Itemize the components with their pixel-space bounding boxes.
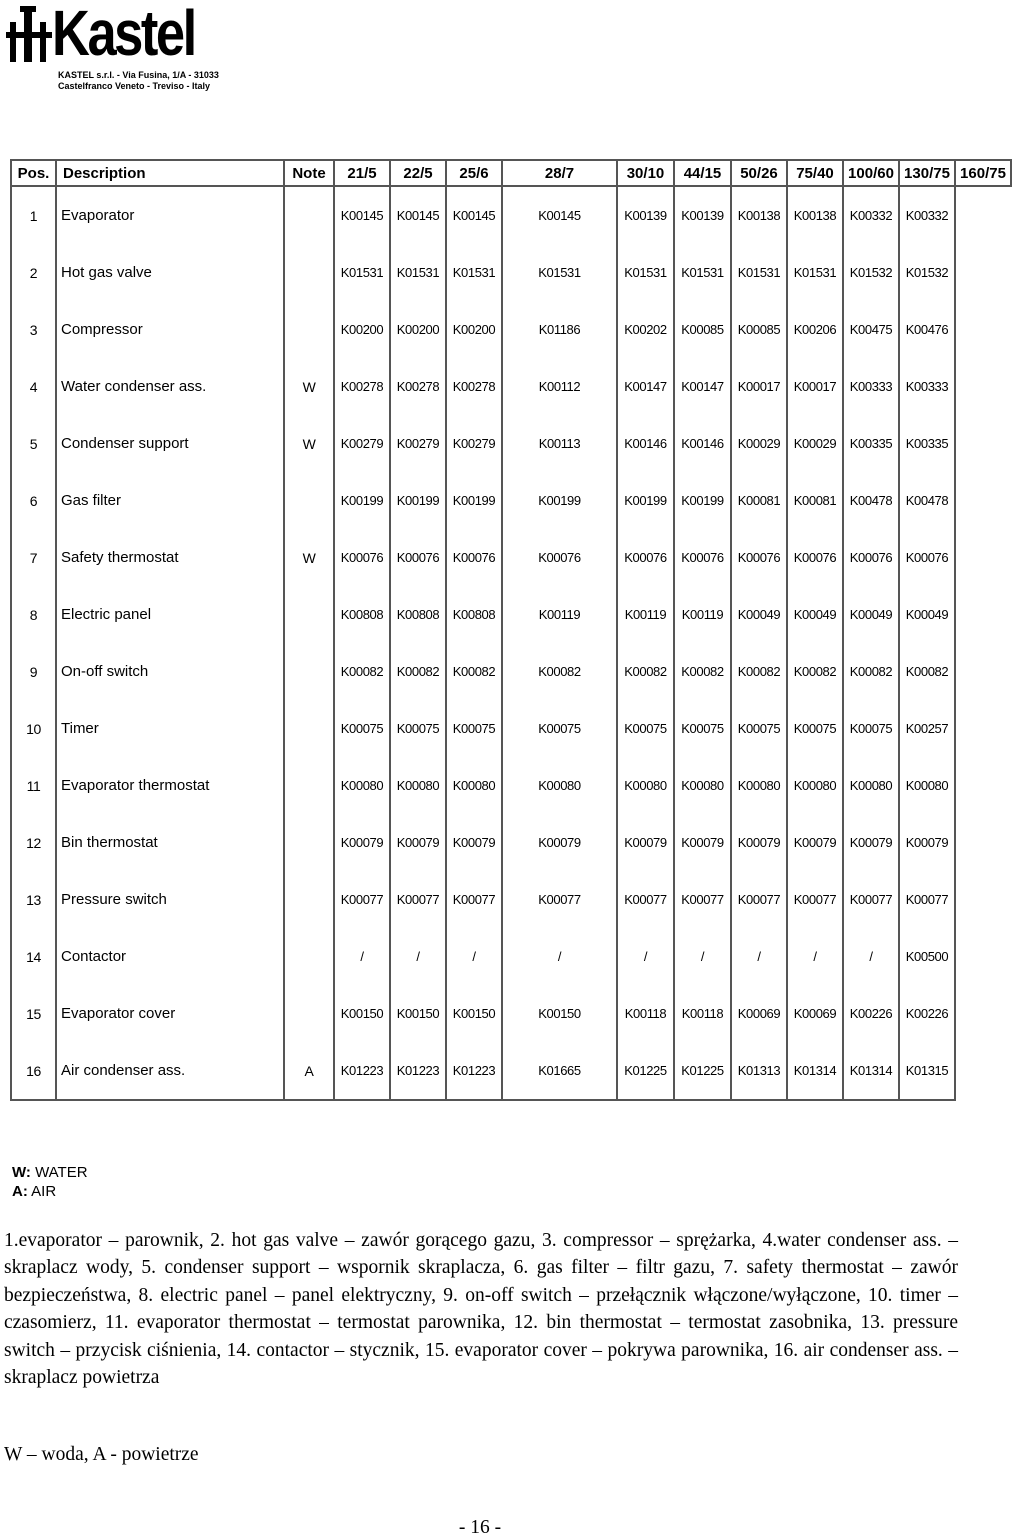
row-position: 16 (11, 1042, 56, 1100)
part-code-cell: K00029 (731, 415, 787, 472)
part-code-cell: K00119 (502, 586, 617, 643)
part-code-cell: / (617, 928, 674, 985)
part-code-cell: K00080 (502, 757, 617, 814)
part-code-cell: K00138 (787, 186, 843, 244)
column-header: Note (284, 160, 334, 186)
row-note (284, 700, 334, 757)
table-row (11, 415, 1011, 472)
part-code-cell: K00080 (731, 757, 787, 814)
row-position: 8 (11, 586, 56, 643)
part-code-cell: K00076 (446, 529, 502, 586)
part-code-cell: K01223 (446, 1042, 502, 1100)
row-description: Air condenser ass. (56, 1042, 284, 1100)
address-line-2: Castelfranco Veneto - Treviso - Italy (58, 81, 211, 91)
part-code-cell: K00199 (446, 472, 502, 529)
part-code-cell: K00082 (390, 643, 446, 700)
part-code-cell: K00200 (334, 301, 390, 358)
table-row (11, 529, 1011, 586)
part-code-cell: K00332 (899, 186, 955, 244)
part-code-cell: K00278 (390, 358, 446, 415)
part-code-cell: K00138 (731, 186, 787, 244)
table-row (11, 1042, 1011, 1100)
part-code-cell: / (446, 928, 502, 985)
note-line: W – woda, A - powietrze (4, 1444, 199, 1465)
part-code-cell: K00335 (899, 415, 955, 472)
table-row (11, 814, 1011, 871)
part-code-cell: / (334, 928, 390, 985)
part-code-cell: K01665 (502, 1042, 617, 1100)
part-code-cell: K00079 (899, 814, 955, 871)
row-position: 1 (11, 186, 56, 244)
row-position: 4 (11, 358, 56, 415)
row-position: 12 (11, 814, 56, 871)
part-code-cell: K00076 (674, 529, 731, 586)
row-position: 2 (11, 244, 56, 301)
row-position: 15 (11, 985, 56, 1042)
kastel-logo-icon (6, 4, 54, 64)
row-note (284, 928, 334, 985)
legend-water (12, 1163, 88, 1182)
part-code-cell: K00202 (617, 301, 674, 358)
row-note (284, 586, 334, 643)
legend-water-value: WATER (35, 1164, 88, 1181)
part-code-cell: K00278 (446, 358, 502, 415)
part-code-cell: K00145 (502, 186, 617, 244)
part-code-cell: K00085 (674, 301, 731, 358)
part-code-cell: K00145 (446, 186, 502, 244)
part-code-cell: K01313 (731, 1042, 787, 1100)
part-code-cell: K00279 (446, 415, 502, 472)
part-code-cell: K00085 (731, 301, 787, 358)
part-code-cell: K00080 (674, 757, 731, 814)
part-code-cell: K01225 (674, 1042, 731, 1100)
part-code-cell: K00017 (787, 358, 843, 415)
part-code-cell: K00145 (390, 186, 446, 244)
part-code-cell: K00150 (446, 985, 502, 1042)
part-code-cell: K00082 (731, 643, 787, 700)
part-code-cell: K00199 (390, 472, 446, 529)
part-code-cell: K00082 (674, 643, 731, 700)
part-code-cell: K00049 (843, 586, 899, 643)
part-code-cell: K00075 (674, 700, 731, 757)
part-code-cell: K01315 (899, 1042, 955, 1100)
part-code-cell: K01223 (334, 1042, 390, 1100)
part-code-cell: K00069 (787, 985, 843, 1042)
part-code-cell: K00200 (390, 301, 446, 358)
legend-air (12, 1182, 88, 1201)
part-code-cell: K00080 (334, 757, 390, 814)
part-code-cell: K01531 (502, 244, 617, 301)
part-code-cell: K00199 (502, 472, 617, 529)
part-code-cell: K00079 (787, 814, 843, 871)
part-code-cell: K00146 (617, 415, 674, 472)
part-code-cell: K00150 (390, 985, 446, 1042)
table-row (11, 928, 1011, 985)
row-note: W (284, 529, 334, 586)
legend-air-key: A: (12, 1183, 28, 1200)
part-code-cell: K00139 (674, 186, 731, 244)
table-row (11, 244, 1011, 301)
part-code-cell: K00118 (617, 985, 674, 1042)
part-code-cell: K00077 (334, 871, 390, 928)
part-code-cell: K01225 (617, 1042, 674, 1100)
part-code-cell: K00478 (843, 472, 899, 529)
part-code-cell: K00079 (334, 814, 390, 871)
part-code-cell: K00079 (446, 814, 502, 871)
part-code-cell: K00199 (617, 472, 674, 529)
row-description: Evaporator cover (56, 985, 284, 1042)
row-description: Gas filter (56, 472, 284, 529)
part-code-cell: K00079 (843, 814, 899, 871)
logo-wordmark: Kastel (52, 0, 195, 69)
part-code-cell: K00279 (390, 415, 446, 472)
part-code-cell: K00139 (617, 186, 674, 244)
row-description: Bin thermostat (56, 814, 284, 871)
part-code-cell: K00257 (899, 700, 955, 757)
row-note (284, 985, 334, 1042)
kastel-logo (6, 2, 246, 97)
part-code-cell: K00080 (390, 757, 446, 814)
part-code-cell: K00147 (617, 358, 674, 415)
row-description: Contactor (56, 928, 284, 985)
part-code-cell: K00199 (334, 472, 390, 529)
row-note (284, 301, 334, 358)
row-description: Electric panel (56, 586, 284, 643)
table-row (11, 358, 1011, 415)
part-code-cell: K00075 (334, 700, 390, 757)
part-code-cell: K00500 (899, 928, 955, 985)
table-row (11, 871, 1011, 928)
part-code-cell: K00808 (390, 586, 446, 643)
legend-water-key: W: (12, 1164, 31, 1181)
part-code-cell: K00077 (787, 871, 843, 928)
part-code-cell: K00279 (334, 415, 390, 472)
part-code-cell: K00080 (843, 757, 899, 814)
part-code-cell: K00077 (617, 871, 674, 928)
column-header: 30/10 (617, 160, 674, 186)
part-code-cell: K01531 (390, 244, 446, 301)
row-description: Pressure switch (56, 871, 284, 928)
part-code-cell: K00082 (843, 643, 899, 700)
row-position: 5 (11, 415, 56, 472)
column-header: 21/5 (334, 160, 390, 186)
translation-paragraph: 1.evaporator – parownik, 2. hot gas valve – zawór gorącego gazu, 3. compressor – sprężarka, 4.water condenser ass. – skraplacz wody, 5. condenser support – wspornik skraplacza, 6. gas filter – filtr gazu, 7. safety thermostat – zawór bezpieczeństwa, 8. electric panel – panel elektryczny, 9. on-off switch – przełącznik włączone/wyłączone, 10. timer – czasomierz, 11. evaporator thermostat – termostat parownika, 12. bin thermostat – termostat zasobnika, 13. pressure switch – przycisk ciśnienia, 14. contactor – stycznik, 15. evaporator cover – pokrywa parownika, 16. air condenser ass. – skraplacz powietrza (4, 1230, 958, 1389)
part-code-cell: K01531 (446, 244, 502, 301)
part-code-cell: K01314 (843, 1042, 899, 1100)
row-position: 9 (11, 643, 56, 700)
part-code-cell: K00226 (843, 985, 899, 1042)
part-code-cell: K00808 (334, 586, 390, 643)
legend (12, 1163, 88, 1201)
legend-air-value: AIR (31, 1183, 57, 1200)
row-position: 13 (11, 871, 56, 928)
column-header: 28/7 (502, 160, 617, 186)
part-code-cell: K00075 (731, 700, 787, 757)
part-code-cell: K00079 (731, 814, 787, 871)
part-code-cell: K00075 (787, 700, 843, 757)
row-description: Hot gas valve (56, 244, 284, 301)
row-position: 7 (11, 529, 56, 586)
part-code-cell: K00081 (731, 472, 787, 529)
part-code-cell: K00075 (390, 700, 446, 757)
table-row (11, 757, 1011, 814)
row-note: W (284, 415, 334, 472)
part-code-cell: K00079 (502, 814, 617, 871)
part-code-cell: K00119 (617, 586, 674, 643)
part-code-cell: K00478 (899, 472, 955, 529)
column-header: 100/60 (843, 160, 899, 186)
part-code-cell: / (390, 928, 446, 985)
table-row (11, 586, 1011, 643)
part-code-cell: K00075 (502, 700, 617, 757)
part-code-cell: K00147 (674, 358, 731, 415)
part-code-cell: K00082 (787, 643, 843, 700)
column-header: 44/15 (674, 160, 731, 186)
part-code-cell: K01532 (843, 244, 899, 301)
part-code-cell: K00333 (899, 358, 955, 415)
table-row (11, 186, 1011, 244)
row-note (284, 244, 334, 301)
part-code-cell: K00049 (787, 586, 843, 643)
part-code-cell: K00049 (899, 586, 955, 643)
part-code-cell: K00076 (787, 529, 843, 586)
part-code-cell: K00112 (502, 358, 617, 415)
row-note (284, 757, 334, 814)
part-code-cell: K00113 (502, 415, 617, 472)
part-code-cell: K00017 (731, 358, 787, 415)
row-description: Evaporator (56, 186, 284, 244)
part-code-cell: K00335 (843, 415, 899, 472)
row-position: 6 (11, 472, 56, 529)
page-number: - 16 - (458, 1517, 502, 1538)
part-code-cell: K00076 (502, 529, 617, 586)
row-description: Water condenser ass. (56, 358, 284, 415)
part-code-cell: K00075 (843, 700, 899, 757)
part-code-cell: K00475 (843, 301, 899, 358)
part-code-cell: K00076 (731, 529, 787, 586)
row-position: 10 (11, 700, 56, 757)
part-code-cell: K00029 (787, 415, 843, 472)
part-code-cell: K00075 (617, 700, 674, 757)
table-row (11, 700, 1011, 757)
part-code-cell: K00079 (674, 814, 731, 871)
part-code-cell: K00077 (899, 871, 955, 928)
part-code-cell: K00080 (787, 757, 843, 814)
part-code-cell: K00146 (674, 415, 731, 472)
part-code-cell: K00080 (446, 757, 502, 814)
row-description: Timer (56, 700, 284, 757)
row-description: Safety thermostat (56, 529, 284, 586)
part-code-cell: K00082 (899, 643, 955, 700)
part-code-cell: K00077 (674, 871, 731, 928)
part-code-cell: / (674, 928, 731, 985)
part-code-cell: K00476 (899, 301, 955, 358)
part-code-cell: K00077 (446, 871, 502, 928)
row-position: 3 (11, 301, 56, 358)
row-position: 14 (11, 928, 56, 985)
row-position: 11 (11, 757, 56, 814)
part-code-cell: K01531 (617, 244, 674, 301)
part-code-cell: K01531 (674, 244, 731, 301)
part-code-cell: K01186 (502, 301, 617, 358)
part-code-cell: / (731, 928, 787, 985)
column-header: Pos. (11, 160, 56, 186)
part-code-cell: K00076 (899, 529, 955, 586)
part-code-cell: K00076 (617, 529, 674, 586)
row-note: W (284, 358, 334, 415)
part-code-cell: K00077 (390, 871, 446, 928)
part-code-cell: K00049 (731, 586, 787, 643)
part-code-cell: K01314 (787, 1042, 843, 1100)
row-description: Condenser support (56, 415, 284, 472)
part-code-cell: K01531 (731, 244, 787, 301)
part-code-cell: / (843, 928, 899, 985)
row-note: A (284, 1042, 334, 1100)
part-code-cell: K00079 (617, 814, 674, 871)
part-code-cell: K00080 (899, 757, 955, 814)
column-header: 25/6 (446, 160, 502, 186)
part-code-cell: K00077 (502, 871, 617, 928)
address-line-1: KASTEL s.r.l. - Via Fusina, 1/A - 31033 (58, 70, 219, 80)
part-code-cell: K00145 (334, 186, 390, 244)
part-code-cell: K00278 (334, 358, 390, 415)
table-header-row (11, 160, 1011, 186)
row-note (284, 814, 334, 871)
column-header: 130/75 (899, 160, 955, 186)
column-header: 160/75 (955, 160, 1011, 186)
part-code-cell: K00332 (843, 186, 899, 244)
part-code-cell: K00082 (334, 643, 390, 700)
part-code-cell: K00333 (843, 358, 899, 415)
part-code-cell: K01532 (899, 244, 955, 301)
part-code-cell: K00200 (446, 301, 502, 358)
row-description: On-off switch (56, 643, 284, 700)
table-row (11, 643, 1011, 700)
part-code-cell: K00077 (731, 871, 787, 928)
part-code-cell: K01223 (390, 1042, 446, 1100)
spare-parts-table (10, 159, 1012, 1101)
table-row (11, 472, 1011, 529)
part-code-cell: K00069 (731, 985, 787, 1042)
part-code-cell: / (787, 928, 843, 985)
row-description: Evaporator thermostat (56, 757, 284, 814)
part-code-cell: K00206 (787, 301, 843, 358)
part-code-cell: K00079 (390, 814, 446, 871)
part-code-cell: K00150 (334, 985, 390, 1042)
part-code-cell: K00077 (843, 871, 899, 928)
column-header: 50/26 (731, 160, 787, 186)
row-note (284, 472, 334, 529)
company-address (58, 70, 219, 92)
column-header: 75/40 (787, 160, 843, 186)
table-row (11, 301, 1011, 358)
part-code-cell: K00082 (617, 643, 674, 700)
part-code-cell: K00226 (899, 985, 955, 1042)
part-code-cell: K00081 (787, 472, 843, 529)
part-code-cell: K00150 (502, 985, 617, 1042)
part-code-cell: K01531 (787, 244, 843, 301)
part-code-cell: / (502, 928, 617, 985)
part-code-cell: K00082 (446, 643, 502, 700)
row-note (284, 643, 334, 700)
part-code-cell: K00076 (390, 529, 446, 586)
part-code-cell: K00076 (843, 529, 899, 586)
table-row (11, 985, 1011, 1042)
column-header: Description (56, 160, 284, 186)
part-code-cell: K00119 (674, 586, 731, 643)
part-code-cell: K00075 (446, 700, 502, 757)
part-code-cell: K00808 (446, 586, 502, 643)
part-code-cell: K00199 (674, 472, 731, 529)
part-code-cell: K00082 (502, 643, 617, 700)
part-code-cell: K00080 (617, 757, 674, 814)
row-note (284, 186, 334, 244)
row-description: Compressor (56, 301, 284, 358)
part-code-cell: K01531 (334, 244, 390, 301)
column-header: 22/5 (390, 160, 446, 186)
part-code-cell: K00076 (334, 529, 390, 586)
part-code-cell: K00118 (674, 985, 731, 1042)
row-note (284, 871, 334, 928)
